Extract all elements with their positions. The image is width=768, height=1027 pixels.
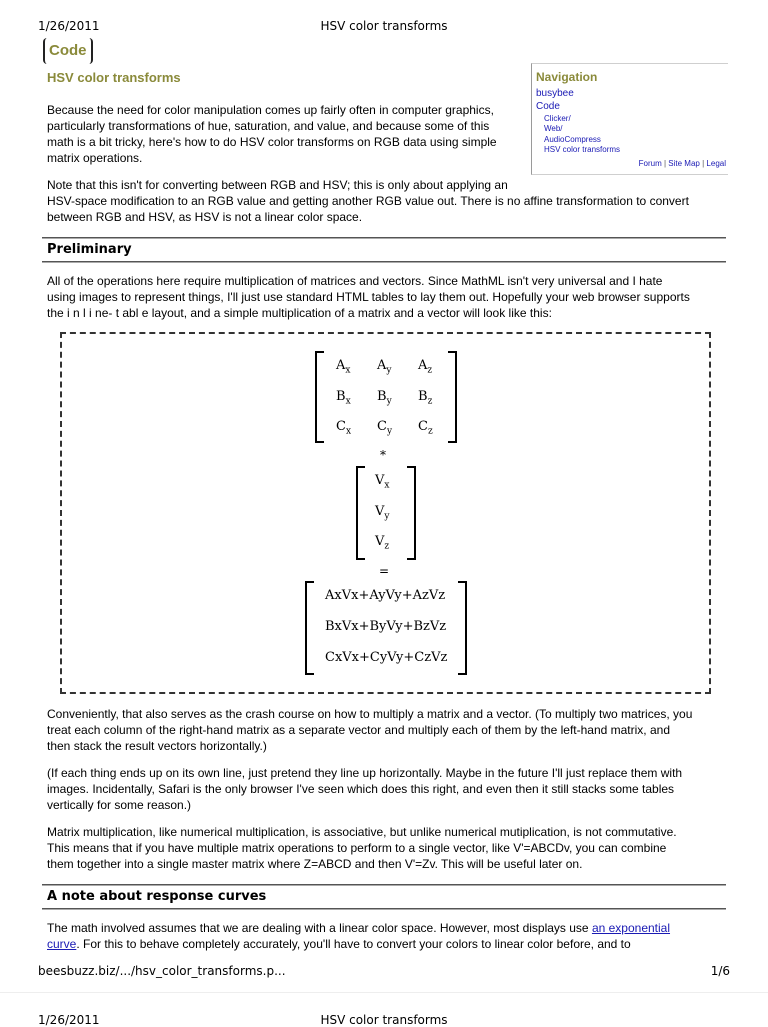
text-line: matrix operations.: [47, 151, 143, 165]
heading-preliminary: Preliminary: [47, 242, 132, 257]
text-line: HSV-space modification to an RGB value and getting another RGB value out. There is no affine transformation to convert: [47, 194, 689, 208]
text-line: using images to represent things, I'll just use standard HTML tables to lay them out. Hopefully your web browser supports: [47, 290, 690, 304]
vector-cell: $V_z$: [375, 534, 390, 552]
text-line: treat each column of the right-hand matrix as a separate vector and multiply each of them by the left-hand matrix, and: [47, 723, 670, 737]
matrix-cell: $A_x$: [336, 358, 351, 376]
text-line: math is a bit tricky, here's how to do HSV color transforms on RGB data using simple: [47, 135, 497, 149]
associativity-paragraph: [47, 824, 727, 872]
text-line: Because the need for color manipulation comes up fairly often in computer graphics,: [47, 103, 494, 117]
text-line: the i n l i ne- t abl e layout, and a simple multiplication of a matrix and a vector will look like this:: [47, 306, 552, 320]
math-example-box: [60, 332, 711, 694]
text-line: [47, 936, 727, 952]
preliminary-paragraph: [47, 273, 727, 321]
text-line: This means that if you have multiple matrix operations to perform to a single vector, like V'=ABCDv, you can combine: [47, 841, 667, 855]
browser-note-paragraph: [47, 765, 727, 813]
matrix-cell: $B_x$: [336, 389, 351, 407]
nav-link-clicker[interactable]: Clicker/: [544, 114, 571, 123]
matrix-cell: $C_y$: [377, 419, 393, 437]
nav-link-busybee[interactable]: busybee: [536, 88, 574, 99]
heading-response-curves: A note about response curves: [47, 889, 267, 904]
result-cell: CxVx+CyVy+CzVz: [325, 650, 448, 665]
text-line: them together into a single master matrix where Z=ABCD and then V'=Zv. This will be useful later on.: [47, 857, 583, 871]
note-paragraph: [47, 177, 727, 225]
exponential-curve-link[interactable]: curve: [47, 937, 77, 951]
text-line: Matrix multiplication, like numerical multiplication, is associative, but unlike numerical mutiplication, is not commutative.: [47, 825, 677, 839]
text-line: [47, 920, 727, 936]
section-divider: [42, 261, 726, 263]
text-line: All of the operations here require multiplication of matrices and vectors. Since MathML isn't very universal and I hate: [47, 274, 663, 288]
text-line: images. Incidentally, Safari is the only browser I've seen which does this right, and even then it still stacks some tables: [47, 782, 675, 796]
nav-link-web[interactable]: Web/: [544, 124, 563, 133]
result-cell: BxVx+ByVy+BzVz: [325, 619, 447, 634]
equals-sign: =: [379, 564, 390, 578]
section-divider: [42, 908, 726, 910]
legal-link[interactable]: Legal: [706, 159, 726, 168]
text-line: Note that this isn't for converting between RGB and HSV; this is only about applying an: [47, 178, 508, 192]
page-break: [0, 992, 768, 993]
print-title: HSV color transforms: [320, 19, 448, 33]
nav-separator: |: [702, 159, 705, 168]
text-line: then stack the result vectors horizontally.): [47, 739, 267, 753]
text-line: between RGB and HSV, as HSV is not a linear color space.: [47, 210, 363, 224]
print-date: 1/26/2011: [38, 1013, 100, 1027]
matrix-cell: $A_y$: [377, 358, 392, 376]
print-page-number: 1/6: [710, 964, 730, 978]
intro-paragraph: [47, 102, 527, 166]
response-curves-paragraph: [47, 920, 727, 952]
nav-separator: |: [663, 159, 667, 168]
multiply-sign: *: [380, 448, 386, 462]
nav-link-hsv[interactable]: HSV color transforms: [544, 145, 621, 154]
vector-cell: $V_y$: [375, 504, 390, 522]
section-divider: [42, 237, 726, 239]
print-url: beesbuzz.biz/.../hsv_color_transforms.p...: [38, 964, 286, 978]
sitemap-link[interactable]: Site Map: [668, 159, 700, 168]
matrix-cell: $B_y$: [377, 389, 392, 407]
exponential-curve-link[interactable]: an exponential: [591, 921, 671, 935]
vector-cell: $V_x$: [375, 473, 390, 491]
matrix-cell: $A_z$: [418, 358, 433, 376]
forum-link[interactable]: Forum: [638, 159, 662, 168]
section-divider: [42, 884, 726, 886]
text-span: The math involved assumes that we are dealing with a linear color space. However, most displays use: [47, 921, 592, 935]
navigation-title: Navigation: [536, 70, 598, 84]
matrix-cell: $B_z$: [418, 389, 433, 407]
navigation-box: [531, 63, 728, 175]
text-line: (If each thing ends up on its own line, just pretend they line up horizontally. Maybe in the future I'll just replace them with: [47, 766, 683, 780]
nav-footer: [639, 159, 726, 168]
nav-link-audiocompress[interactable]: AudioCompress: [544, 135, 601, 144]
matrix-cell: $C_x$: [336, 419, 352, 437]
text-line: Conveniently, that also serves as the crash course on how to multiply a matrix and a vector. (To multiply two matrices, you: [47, 707, 693, 721]
print-date: 1/26/2011: [38, 19, 100, 33]
text-span: . For this to behave completely accurately, you'll have to convert your colors to linear color before, and to: [76, 937, 631, 951]
text-line: vertically for some reason.): [47, 798, 192, 812]
page-title: HSV color transforms: [47, 70, 181, 85]
matrix-explanation-paragraph: [47, 706, 727, 754]
matrix-cell: $C_z$: [418, 419, 433, 437]
text-line: particularly transformations of hue, saturation, and value, and because some of this: [47, 119, 490, 133]
result-cell: AxVx+AyVy+AzVz: [325, 588, 446, 603]
print-title: HSV color transforms: [320, 1013, 448, 1027]
section-tab-code[interactable]: Code: [43, 38, 93, 64]
nav-link-code[interactable]: Code: [536, 101, 560, 112]
